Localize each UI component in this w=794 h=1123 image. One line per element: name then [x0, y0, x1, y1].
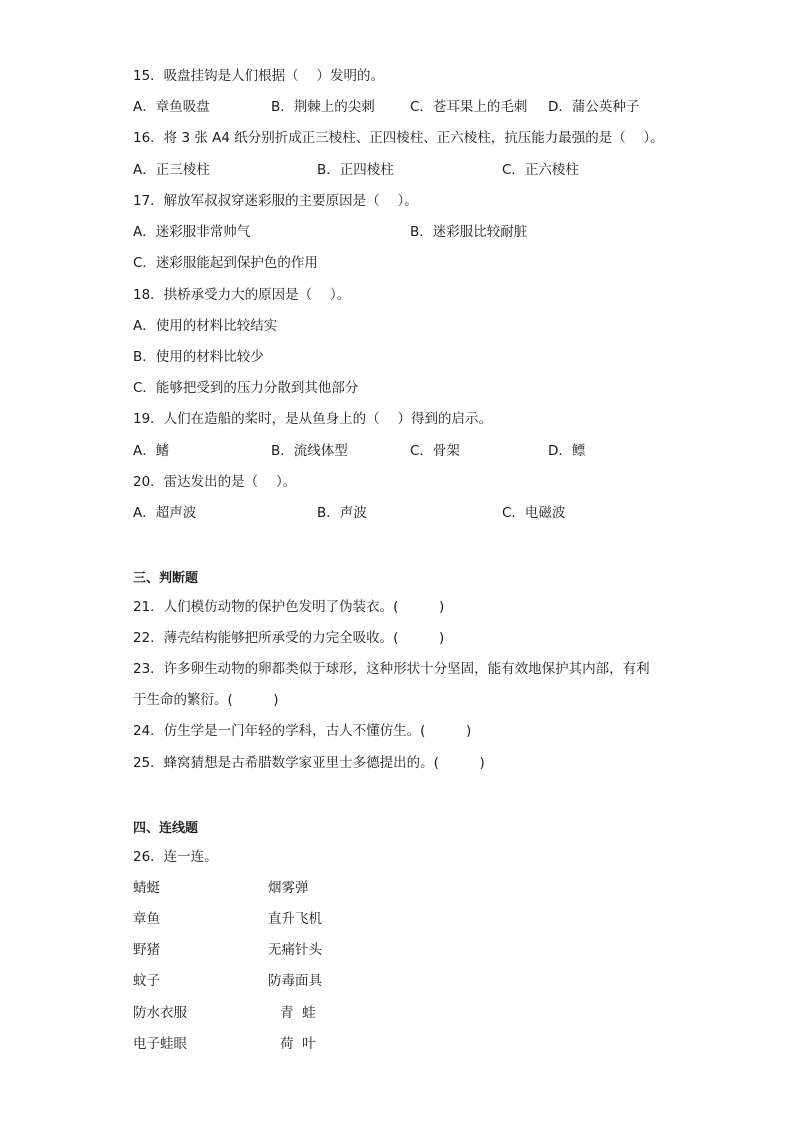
question-23-line-1: 23．许多卵生动物的卵都类似于球形，这种形状十分坚固，能有效地保护其内部，有利 — [133, 661, 650, 677]
q16-option-c: C．正六棱柱 — [502, 162, 579, 178]
section-match-heading: 四、连线题 — [133, 821, 199, 836]
q17-option-c: C．迷彩服能起到保护色的作用 — [133, 255, 318, 271]
q15-option-a: A．章鱼吸盘 — [133, 99, 210, 115]
question-20-stem: 20．雷达发出的是（ ）。 — [133, 474, 297, 490]
q18-option-b: B．使用的材料比较少 — [133, 349, 264, 365]
q15-option-d: D．蒲公英种子 — [548, 99, 640, 115]
match-left-item[interactable]: 野猪 — [133, 942, 160, 958]
match-left-item[interactable]: 章鱼 — [133, 911, 160, 927]
question-21: 21．人们模仿动物的保护色发明了伪装衣。( ) — [133, 599, 445, 615]
q19-option-b: B．流线体型 — [271, 443, 348, 459]
match-right-item[interactable]: 青 蛙 — [280, 1005, 316, 1021]
match-left-item[interactable]: 蚊子 — [133, 973, 160, 989]
q18-option-a: A．使用的材料比较结实 — [133, 318, 278, 334]
match-right-item[interactable]: 荷 叶 — [280, 1036, 316, 1052]
match-right-item[interactable]: 无痛针头 — [268, 942, 322, 958]
q19-option-c: C．骨架 — [410, 443, 460, 459]
q18-option-c: C．能够把受到的压力分散到其他部分 — [133, 380, 359, 396]
q15-option-b: B．荆棘上的尖刺 — [271, 99, 375, 115]
q16-option-a: A．正三棱柱 — [133, 162, 210, 178]
question-15-stem: 15．吸盘挂钩是人们根据（ ）发明的。 — [133, 68, 384, 84]
q19-option-a: A．鳍 — [133, 443, 170, 459]
q16-option-b: B．正四棱柱 — [317, 162, 394, 178]
question-25: 25．蜂窝猜想是古希腊数学家亚里士多德提出的。( ) — [133, 755, 485, 771]
question-26: 26．连一连。 — [133, 849, 218, 865]
question-18-stem: 18．拱桥承受力大的原因是（ ）。 — [133, 287, 351, 303]
q15-option-c: C．苍耳果上的毛刺 — [410, 99, 528, 115]
q20-option-b: B．声波 — [317, 505, 367, 521]
match-left-item[interactable]: 电子蛙眼 — [133, 1036, 187, 1052]
match-left-item[interactable]: 防水衣服 — [133, 1005, 187, 1021]
q20-option-c: C．电磁波 — [502, 505, 566, 521]
match-right-item[interactable]: 直升飞机 — [268, 911, 322, 927]
question-17-stem: 17．解放军叔叔穿迷彩服的主要原因是（ ）。 — [133, 193, 418, 209]
q17-option-a: A．迷彩服非常帅气 — [133, 224, 251, 240]
q20-option-a: A．超声波 — [133, 505, 197, 521]
question-19-stem: 19．人们在造船的桨时，是从鱼身上的（ ）得到的启示。 — [133, 411, 492, 427]
section-judge-heading: 三、判断题 — [133, 571, 199, 586]
question-23-line-2: 于生命的繁衍。( ) — [133, 692, 279, 708]
question-24: 24．仿生学是一门年轻的学科，古人不懂仿生。( ) — [133, 723, 472, 739]
match-right-item[interactable]: 防毒面具 — [268, 973, 322, 989]
q17-option-b: B．迷彩服比较耐脏 — [410, 224, 528, 240]
q19-option-d: D．鳔 — [548, 443, 586, 459]
question-16-stem: 16．将 3 张 A4 纸分别折成正三棱柱、正四棱柱、正六棱柱，抗压能力最强的是（ ）。 — [133, 130, 664, 146]
match-right-item[interactable]: 烟雾弹 — [268, 880, 309, 896]
match-left-item[interactable]: 蜻蜓 — [133, 880, 160, 896]
question-22: 22．薄壳结构能够把所承受的力完全吸收。( ) — [133, 630, 445, 646]
